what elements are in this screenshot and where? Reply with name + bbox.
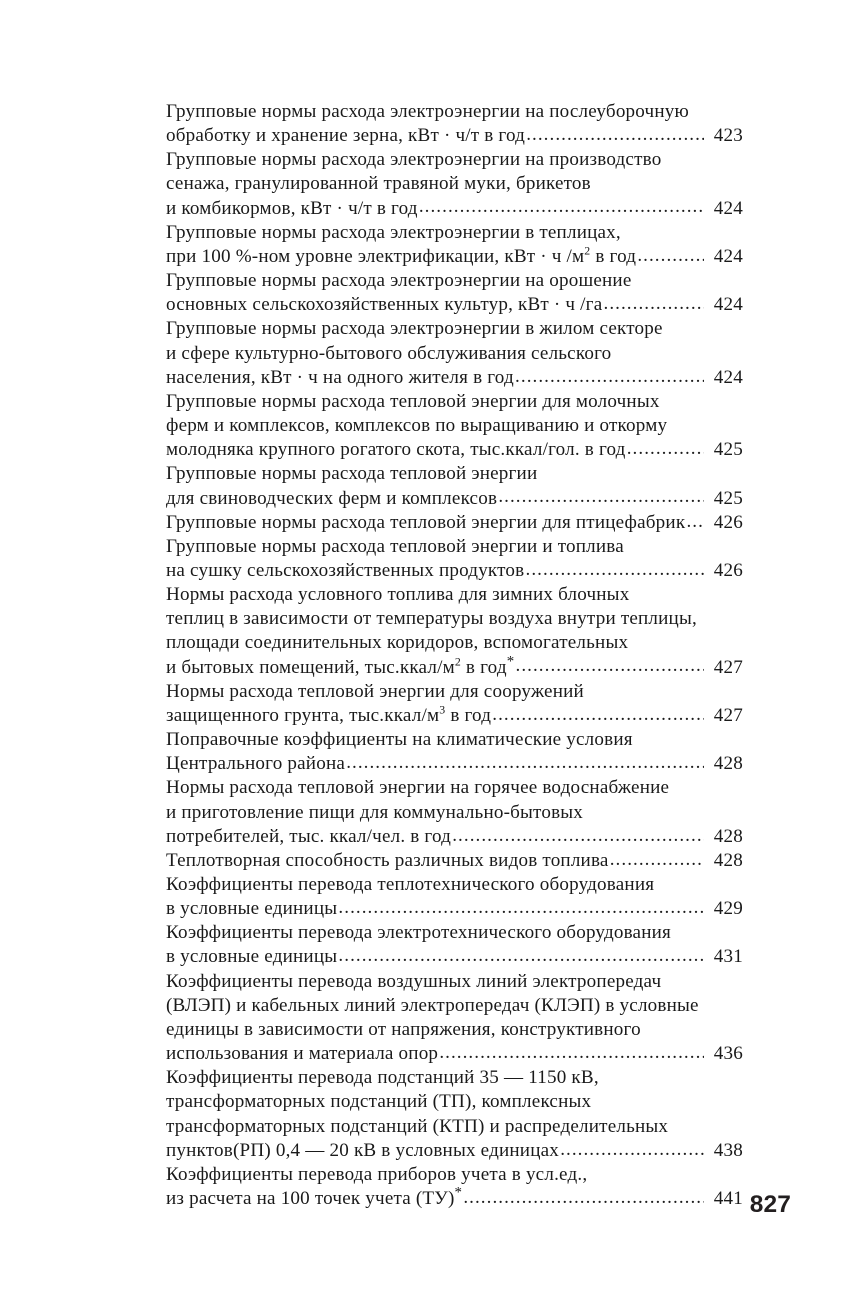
toc-entry-last-line: [166, 293, 743, 317]
toc-entry-line: Нормы расхода условного топлива для зимних блочных: [166, 584, 630, 606]
dot-leader: [492, 703, 704, 727]
toc-entry-title: основных сельскохозяйственных культур, кВт · ч /га: [166, 294, 603, 316]
toc-entry-last-line: [166, 1139, 743, 1163]
dot-leader: [419, 195, 704, 219]
superscript-exponent: 2: [584, 243, 591, 258]
toc-entry-title: использования и материала опор: [166, 1043, 439, 1065]
toc-entry-line: сенажа, гранулированной травяной муки, брикетов: [166, 173, 591, 195]
toc-entry-title: защищенного грунта, $тыс.ккал/м^3$ в год: [166, 702, 492, 726]
toc-entry[interactable]: [166, 873, 743, 921]
toc-entry-line: Групповые нормы расхода электроэнергии на орошение: [166, 270, 632, 292]
toc-entry-line: Коэффициенты перевода воздушных линий электропередач: [166, 970, 662, 992]
toc-entry-line: Коэффициенты перевода подстанций 35 — 1150 кВ,: [166, 1067, 599, 1089]
table-of-contents: [166, 100, 743, 1211]
toc-entry-line: Групповые нормы расхода электроэнергии на послеуборочную: [166, 101, 689, 122]
dot-leader: [439, 1041, 704, 1065]
dot-leader: [560, 1138, 704, 1162]
toc-entry-title: молодняка крупного рогатого скота, тыс.ккал/гол. в год: [166, 439, 626, 461]
dot-leader: [526, 558, 704, 582]
dot-leader: [452, 824, 704, 848]
toc-entry-last-line: [166, 124, 743, 148]
toc-entry[interactable]: [166, 221, 743, 269]
toc-entry-last-line: [166, 559, 743, 583]
toc-entry[interactable]: [166, 535, 743, 583]
toc-page-number: 426: [713, 511, 743, 533]
toc-entry-line: Групповые нормы расхода электроэнергии на производство: [166, 149, 662, 171]
toc-entry-line: трансформаторных подстанций (ТП), комплексных: [166, 1091, 592, 1113]
toc-entry-line: Коэффициенты перевода приборов учета в усл.ед.,: [166, 1163, 588, 1185]
toc-entry-last-line: [166, 366, 743, 390]
dot-leader: [338, 896, 703, 920]
superscript-exponent: 2: [454, 654, 461, 669]
toc-entry-line: Коэффициенты перевода электротехнического оборудования: [166, 922, 672, 944]
toc-page-number: 438: [713, 1139, 743, 1161]
toc-entry-last-line: [166, 704, 743, 728]
toc-entry-last-line: [166, 825, 743, 849]
toc-entry[interactable]: [166, 728, 743, 776]
toc-page-number: 425: [713, 487, 743, 509]
toc-entry[interactable]: [166, 317, 743, 389]
toc-entry-line: Групповые нормы расхода тепловой энергии для молочных: [166, 390, 660, 412]
dot-leader: [526, 123, 704, 147]
toc-entry-title: в условные единицы: [166, 898, 338, 920]
toc-page-number: 436: [713, 1043, 743, 1065]
toc-entry[interactable]: [166, 680, 743, 728]
toc-page-number: 426: [713, 559, 743, 581]
toc-entry-title: Теплотворная способность различных видов топлива: [166, 849, 609, 871]
dot-leader: [516, 654, 704, 678]
dot-leader: [346, 751, 704, 775]
toc-entry-title: Групповые нормы расхода тепловой энергии для птицефабрик: [166, 511, 686, 533]
toc-page-number: 431: [713, 946, 743, 968]
toc-page-number: 423: [713, 125, 743, 147]
toc-entry-last-line: [166, 245, 743, 269]
toc-entry-last-line: [166, 438, 743, 462]
toc-entry[interactable]: [166, 1066, 743, 1163]
toc-entry[interactable]: [166, 390, 743, 462]
toc-entry[interactable]: [166, 970, 743, 1067]
superscript-exponent: 3: [439, 702, 446, 717]
toc-entry[interactable]: [166, 269, 743, 317]
toc-entry-last-line: [166, 487, 743, 511]
toc-entry-title: на сушку сельскохозяйственных продуктов: [166, 559, 525, 581]
toc-entry-line: ферм и комплексов, комплексов по выращиванию и откорму: [166, 415, 668, 437]
toc-entry[interactable]: [166, 100, 743, 148]
footnote-asterisk: *: [454, 1184, 463, 1201]
dot-leader: [338, 944, 703, 968]
toc-page-number: 424: [713, 245, 743, 267]
toc-entry-last-line: [166, 653, 743, 680]
toc-entry-title: потребителей, тыс. ккал/чел. в год: [166, 825, 452, 847]
toc-page-number: 428: [713, 753, 743, 775]
toc-entry[interactable]: [166, 776, 743, 848]
toc-entry[interactable]: [166, 462, 743, 510]
page-folio-number: 827: [749, 1191, 791, 1218]
toc-page-number: 428: [713, 825, 743, 847]
toc-page-number: 427: [713, 704, 743, 726]
toc-entry-title: и бытовых помещений, $тыс.ккал/м^2$ в год*: [166, 653, 515, 678]
toc-page-number: 424: [713, 366, 743, 388]
toc-entry-line: и приготовление пищи для коммунально-бытовых: [166, 801, 584, 823]
toc-entry[interactable]: [166, 583, 743, 680]
toc-entry-line: трансформаторных подстанций (КТП) и распределительных: [166, 1115, 669, 1137]
toc-entry-line: Нормы расхода тепловой энергии для сооружений: [166, 680, 584, 702]
toc-entry-line: Коэффициенты перевода теплотехнического оборудования: [166, 874, 655, 895]
dot-leader: [610, 848, 704, 872]
toc-entry-line: площади соединительных коридоров, вспомогательных: [166, 632, 629, 654]
dot-leader: [627, 437, 704, 461]
toc-entry-last-line: [166, 511, 743, 535]
toc-entry-last-line: [166, 849, 743, 873]
toc-entry-line: Нормы расхода тепловой энергии на горячее водоснабжение: [166, 777, 670, 799]
toc-entry-line: Групповые нормы расхода электроэнергии в жилом секторе: [166, 318, 663, 340]
toc-entry-title: при 100 %-ном уровне электрификации, кВт · ч $/м^2$ в год: [166, 243, 637, 267]
toc-entry-line: (ВЛЭП) и кабельных линий электропередач (КЛЭП) в условные: [166, 994, 699, 1016]
toc-entry-last-line: [166, 1042, 743, 1066]
toc-entry-title: из расчета на 100 точек учета (ТУ)*: [166, 1184, 463, 1210]
toc-entry-title: обработку и хранение зерна, кВт · ч/т в год: [166, 125, 526, 147]
toc-page-number: 441: [713, 1188, 743, 1210]
toc-entry-line: Групповые нормы расхода электроэнергии в теплицах,: [166, 221, 621, 243]
dot-leader: [686, 510, 703, 534]
toc-entry-line: теплиц в зависимости от температуры воздуха внутри теплицы,: [166, 608, 697, 630]
toc-entry-line: Групповые нормы расхода тепловой энергии и топлива: [166, 535, 624, 557]
toc-page-number: 427: [713, 656, 743, 678]
toc-entry-line: Поправочные коэффициенты на климатические условия: [166, 729, 633, 751]
footnote-asterisk: *: [506, 653, 515, 670]
toc-entry-last-line: [166, 197, 743, 221]
toc-entry-title: и комбикормов, кВт · ч/т в год: [166, 197, 418, 219]
toc-entry-line: единицы в зависимости от напряжения, конструктивного: [166, 1018, 641, 1040]
toc-entry-title: населения, кВт · ч на одного жителя в год: [166, 366, 514, 388]
toc-page-number: 424: [713, 197, 743, 219]
dot-leader: [637, 244, 704, 268]
toc-entry-line: Групповые нормы расхода тепловой энергии: [166, 463, 538, 485]
toc-entry[interactable]: [166, 148, 743, 220]
toc-entry-title: пунктов(РП) 0,4 — 20 кВ в условных единицах: [166, 1139, 560, 1161]
toc-entry-last-line: [166, 752, 743, 776]
toc-entry-last-line: [166, 945, 743, 969]
toc-entry[interactable]: [166, 511, 743, 535]
toc-entry[interactable]: [166, 849, 743, 873]
dot-leader: [498, 485, 704, 509]
toc-entry[interactable]: [166, 921, 743, 969]
toc-entry-title: Центрального района: [166, 753, 346, 775]
toc-page-number: 424: [713, 294, 743, 316]
toc-page-number: 428: [713, 849, 743, 871]
toc-page-number: 429: [713, 898, 743, 920]
toc-entry-line: и сфере культурно-бытового обслуживания сельского: [166, 342, 612, 364]
dot-leader: [515, 365, 704, 389]
toc-page-number: 425: [713, 439, 743, 461]
toc-entry-title: для свиноводческих ферм и комплексов: [166, 487, 498, 509]
toc-entry-title: в условные единицы: [166, 946, 338, 968]
dot-leader: [604, 292, 704, 316]
toc-entry-last-line: [166, 897, 743, 921]
